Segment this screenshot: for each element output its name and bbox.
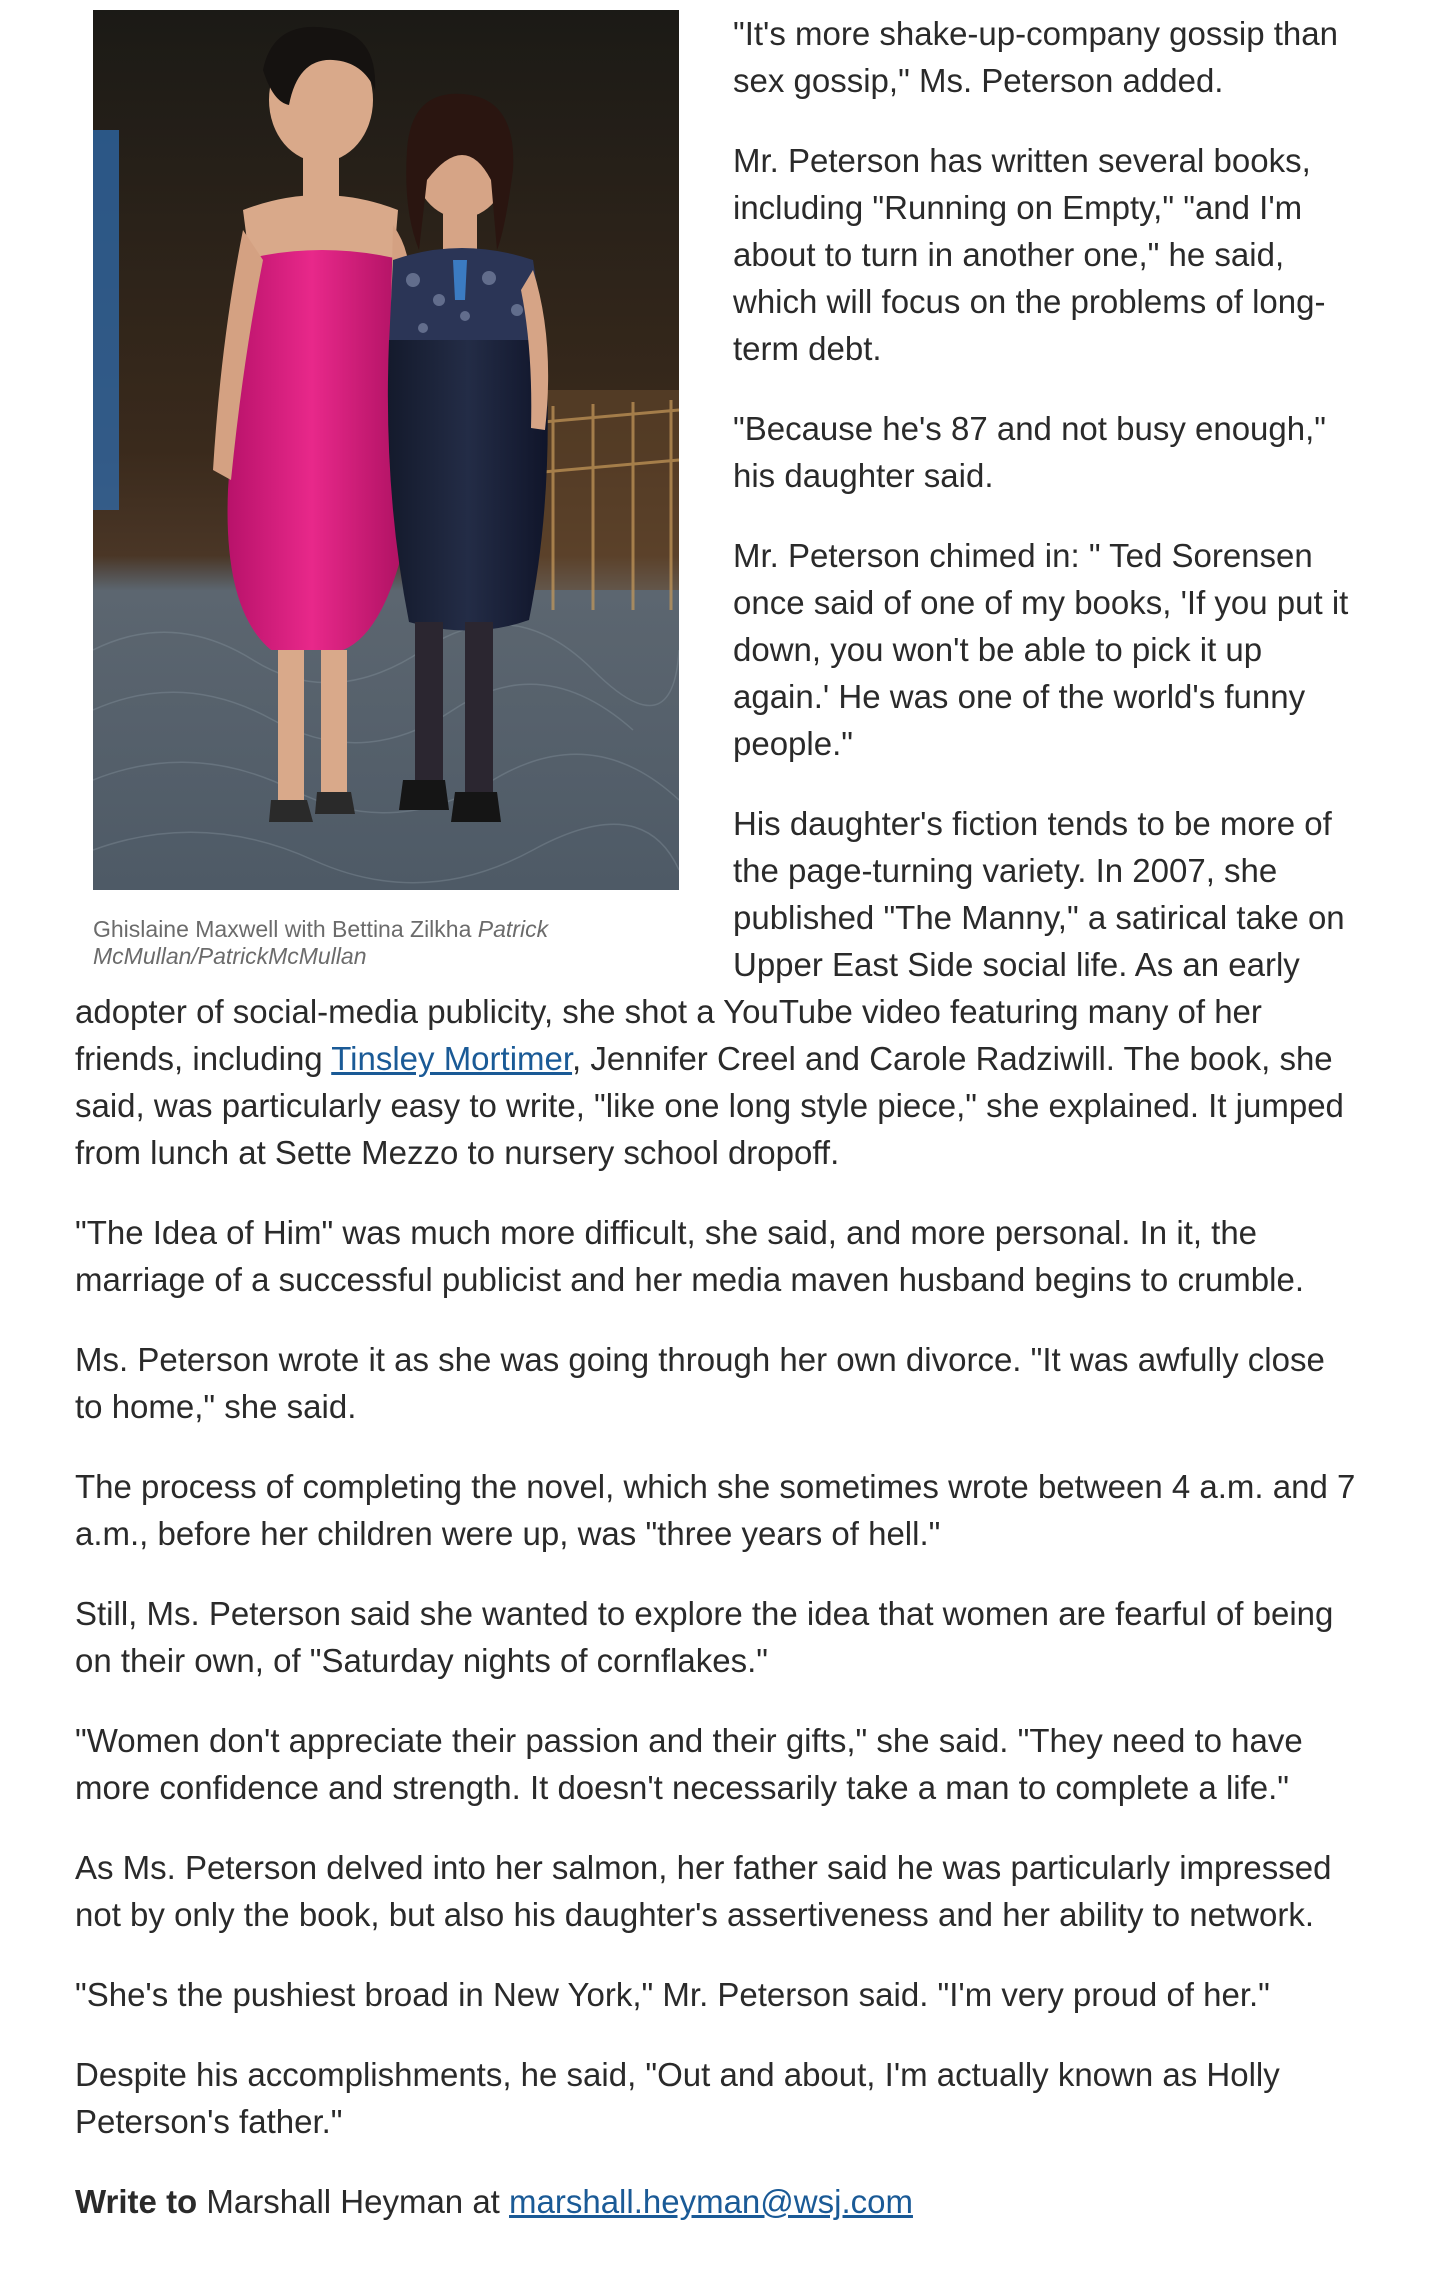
paragraph-4: Mr. Peterson chimed in: " Ted Sorensen once said of one of my books, 'If you put it down, you won't be able to pick it up again.' He was one of the world's funny people." [733, 537, 1349, 762]
article-body [75, 0, 1358, 2225]
photo-caption [93, 916, 679, 970]
caption-text: Ghislaine Maxwell with Bettina Zilkha [93, 916, 472, 942]
paragraph-12: "She's the pushiest broad in New York," Mr. Peterson said. "I'm very proud of her." [75, 1976, 1270, 2013]
caption-credit: Patrick McMullan/PatrickMcMullan [93, 916, 549, 969]
article-photo [93, 10, 679, 890]
paragraph-7: Ms. Peterson wrote it as she was going through her own divorce. "It was awfully close to home," she said. [75, 1341, 1325, 1425]
paragraph-2: Mr. Peterson has written several books, including "Running on Empty," "and I'm about to turn in another one," he said, which will focus on the problems of long-term debt. [733, 142, 1326, 367]
paragraph-13: Despite his accomplishments, he said, "Out and about, I'm actually known as Holly Peterson's father." [75, 2056, 1280, 2140]
article-figure [93, 10, 679, 970]
paragraph-9: Still, Ms. Peterson said she wanted to explore the idea that women are fearful of being on their own, of "Saturday nights of cornflakes." [75, 1595, 1334, 1679]
paragraph-8: The process of completing the novel, which she sometimes wrote between 4 a.m. and 7 a.m., before her children were up, was "three years of hell." [75, 1468, 1356, 1552]
paragraph-1: "It's more shake-up-company gossip than sex gossip," Ms. Peterson added. [733, 15, 1338, 99]
paragraph-5-text-after-link: , Jennifer Creel and Carole Radziwill. The book, she said, was particularly easy to write, "like one long style piece," she explained. It jumped from lunch at Sette Mezzo to nursery school dropoff. [75, 1040, 1344, 1171]
signoff-author: Marshall Heyman at [197, 2183, 510, 2220]
author-email-link[interactable]: marshall.heyman@wsj.com [509, 2183, 913, 2220]
paragraph-11: As Ms. Peterson delved into her salmon, her father said he was particularly impressed not by only the book, but also his daughter's assertiveness and her ability to network. [75, 1849, 1332, 1933]
paragraph-6: "The Idea of Him" was much more difficult, she said, and more personal. In it, the marriage of a successful publicist and her media maven husband begins to crumble. [75, 1214, 1304, 1298]
paragraph-5-text-before-link: His daughter's fiction tends to be more of the page-turning variety. In 2007, she published "The Manny," a satirical take on Upper East Side social life. As an early adopter of social-media publicity, she shot a YouTube video featuring many of her friends, including [75, 805, 1345, 1077]
tinsley-mortimer-link[interactable]: Tinsley Mortimer [331, 1040, 573, 1077]
paragraph-3: "Because he's 87 and not busy enough," his daughter said. [733, 410, 1327, 494]
signoff-label: Write to [75, 2183, 198, 2220]
paragraph-10: "Women don't appreciate their passion and their gifts," she said. "They need to have more confidence and strength. It doesn't necessarily take a man to complete a life." [75, 1722, 1303, 1806]
author-signoff [75, 2178, 1358, 2225]
